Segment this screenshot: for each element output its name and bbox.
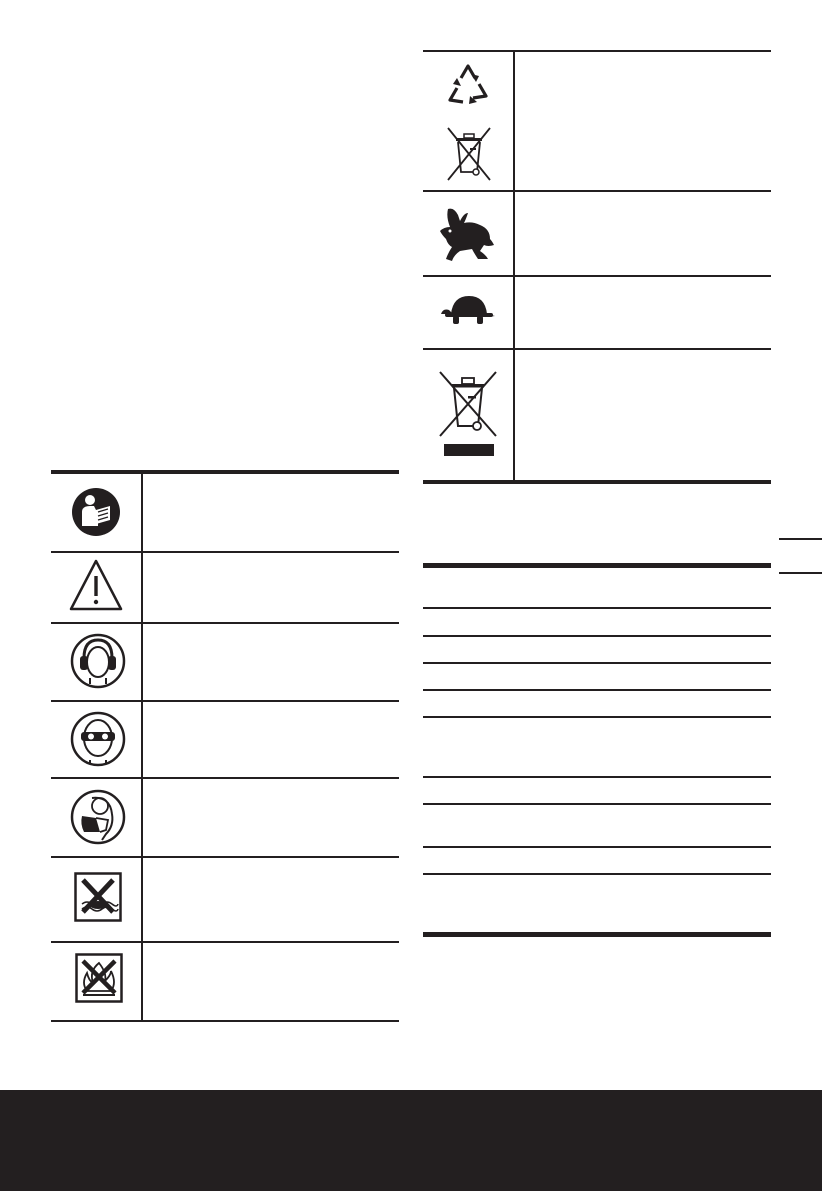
footer-band <box>0 1090 822 1191</box>
no-fire-icon <box>75 953 123 1003</box>
recycle-icon <box>443 60 493 110</box>
read-manual-icon <box>70 486 122 538</box>
table-row-divider <box>423 275 771 277</box>
table-row-divider <box>423 846 771 848</box>
table-column-divider <box>513 52 515 481</box>
table-row-divider <box>51 551 399 553</box>
side-tab-marker <box>779 572 822 574</box>
table-column-divider <box>141 474 143 1021</box>
crossed-bin-battery-icon <box>438 370 498 460</box>
table-row-divider <box>51 622 399 624</box>
table-row-divider <box>423 190 771 192</box>
table-row-divider <box>51 856 399 858</box>
table-row-divider <box>423 873 771 875</box>
eye-protection-icon <box>70 710 126 768</box>
table-bottom-rule <box>51 1020 399 1022</box>
table-bottom-rule <box>423 932 771 937</box>
table-row-divider <box>51 777 399 779</box>
warning-triangle-icon <box>68 558 124 612</box>
ear-protection-icon <box>70 632 126 690</box>
table-row-divider <box>423 662 771 664</box>
table-row-divider <box>51 700 399 702</box>
table-row-divider <box>423 803 771 805</box>
table-row-divider <box>423 716 771 718</box>
dust-mask-icon <box>70 788 126 846</box>
table-row-divider <box>51 941 399 943</box>
table-row-divider <box>423 635 771 637</box>
table-top-rule <box>51 470 399 474</box>
crossed-bin-icon <box>446 126 492 182</box>
table-row-divider <box>423 689 771 691</box>
table-top-rule <box>423 50 771 52</box>
side-tab-marker <box>779 538 822 540</box>
no-water-icon <box>74 872 122 922</box>
table-row-divider <box>423 607 771 609</box>
table-top-rule <box>423 563 771 568</box>
rabbit-fast-icon <box>438 205 498 263</box>
table-bottom-rule <box>423 480 771 484</box>
table-row-divider <box>423 776 771 778</box>
table-row-divider <box>423 348 771 350</box>
tortoise-slow-icon <box>439 292 497 328</box>
